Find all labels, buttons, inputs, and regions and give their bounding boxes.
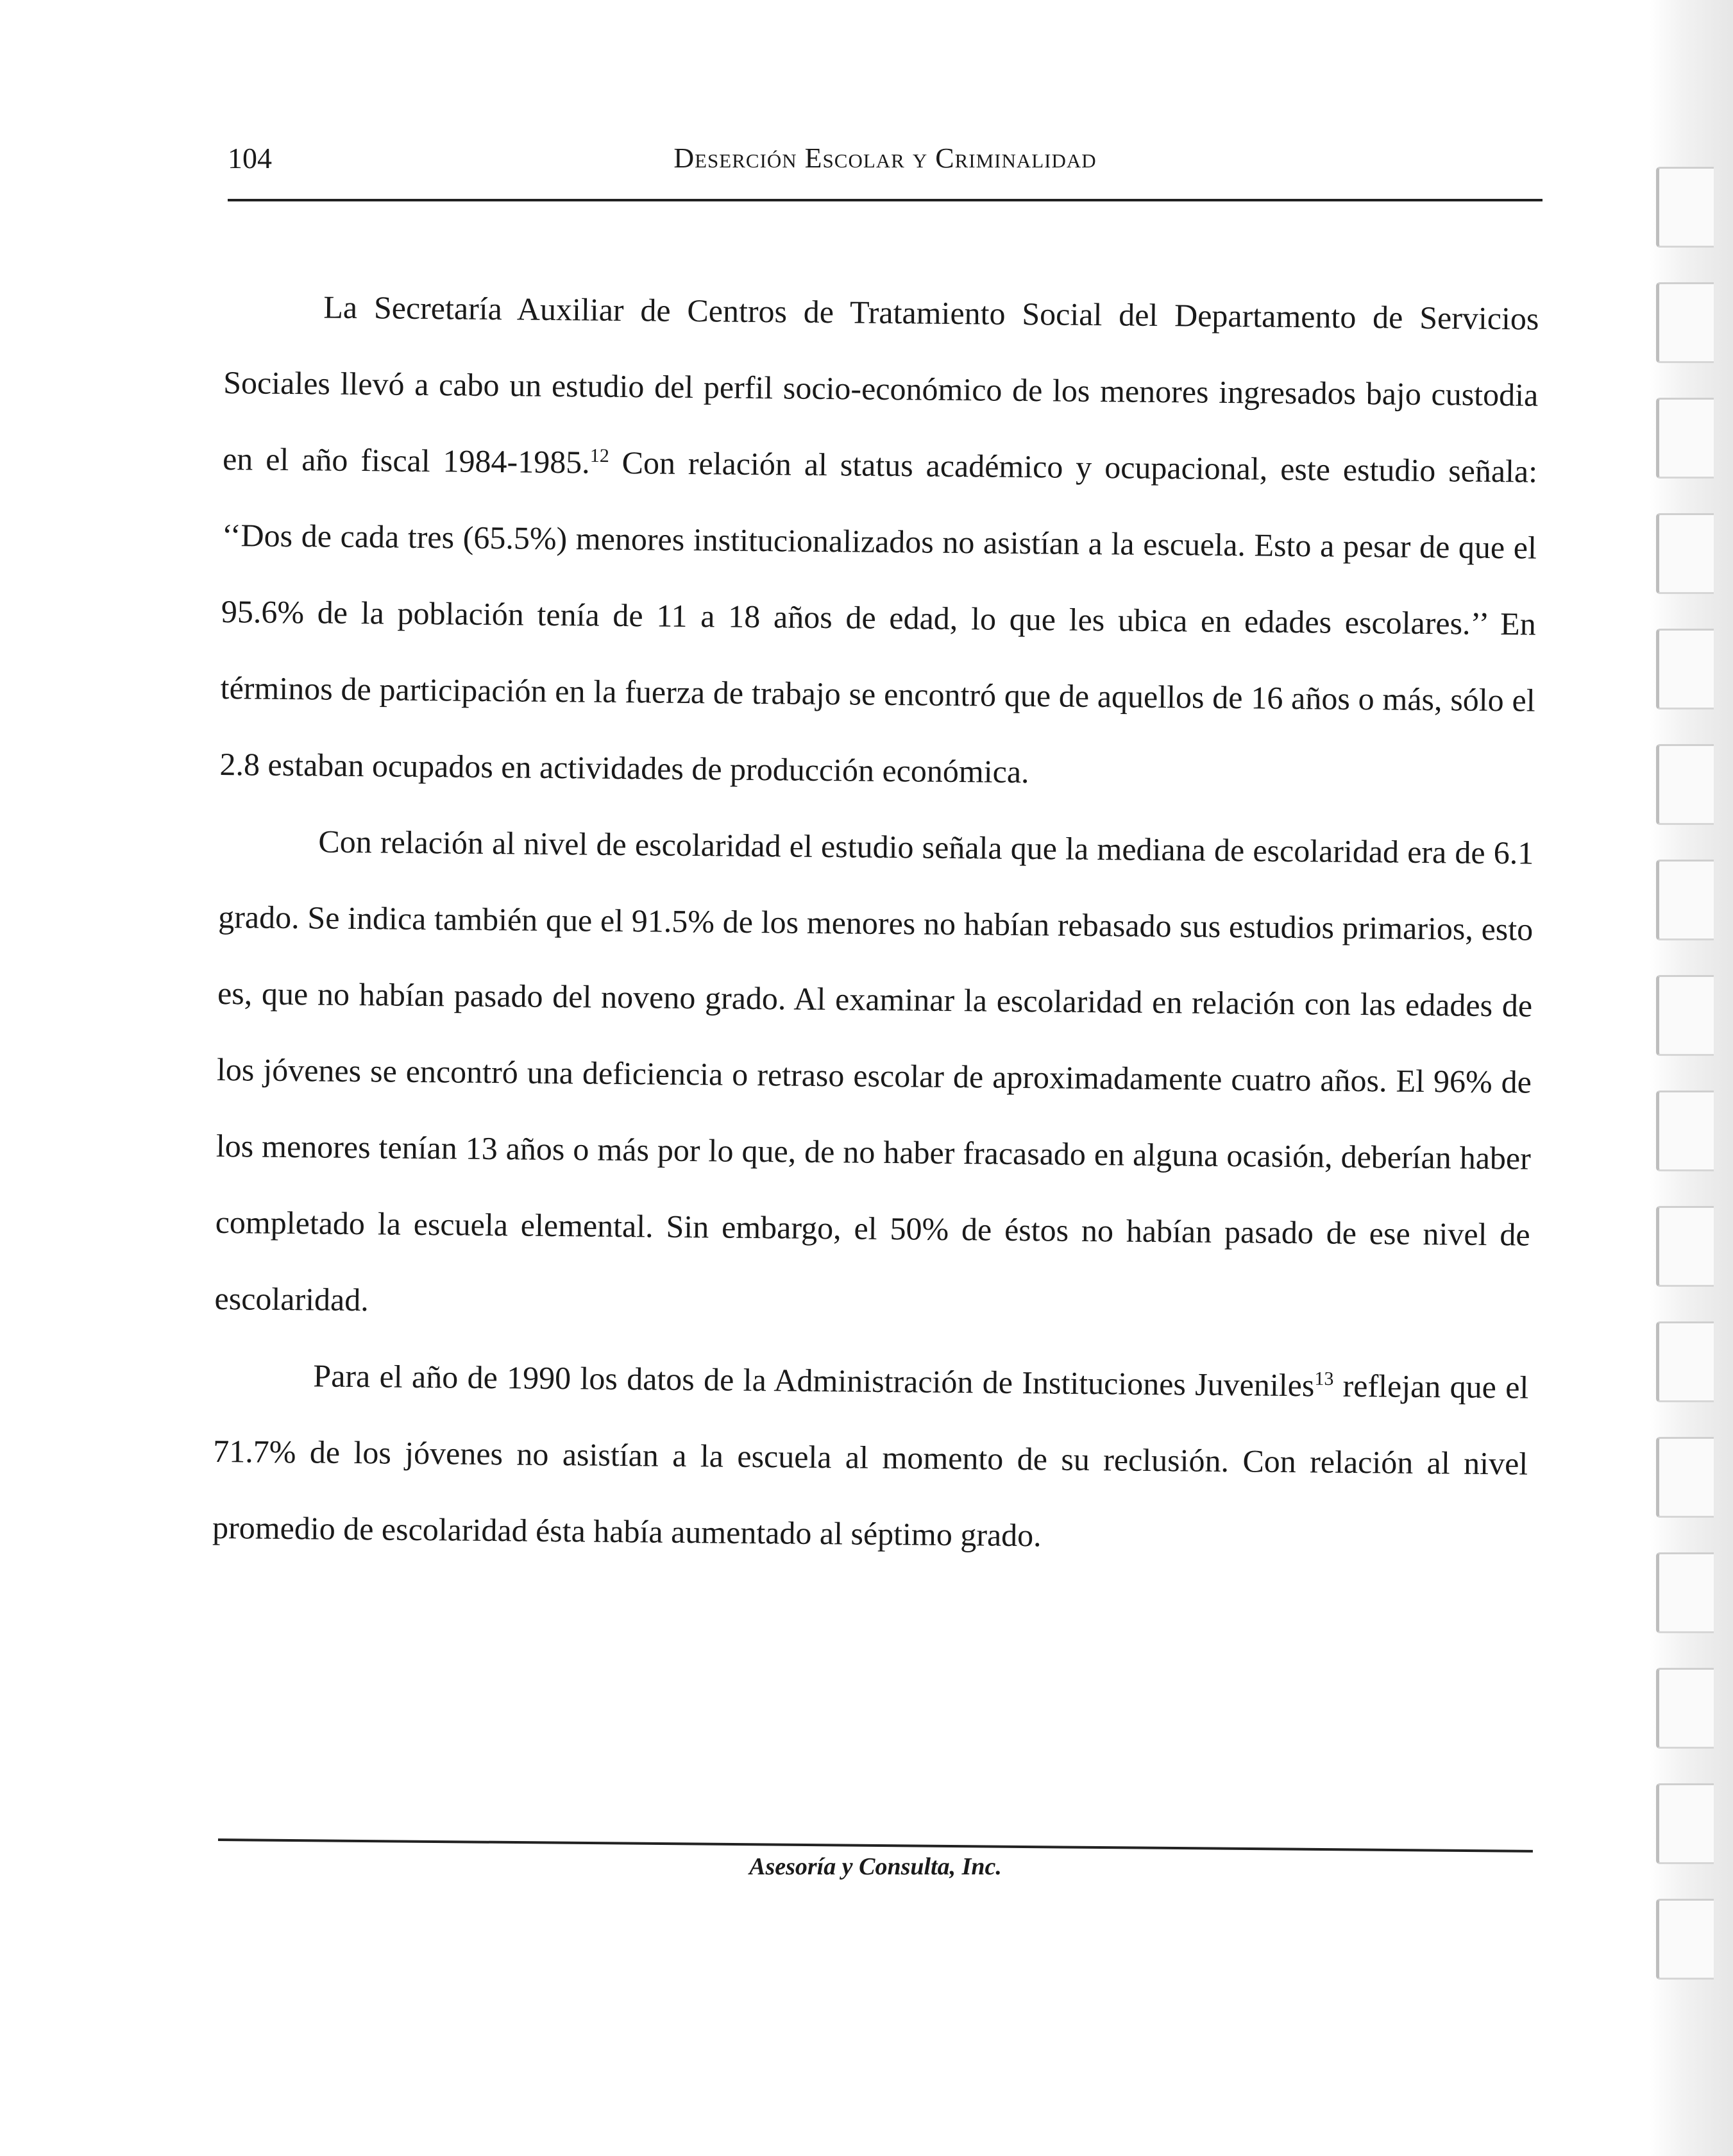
paragraph-1-text-a: La Secretaría Auxiliar de Centros de Tratamiento Social del Departamento de Servicios Sociales llevó a cabo un estudio del perfil socio-económico de los menores ingresados bajo custodia en el año fiscal 1984-1985. <box>222 289 1539 480</box>
binding-ring <box>1656 513 1714 594</box>
page-number: 104 <box>228 142 272 174</box>
binding-ring <box>1656 1321 1714 1402</box>
binding-ring <box>1656 1668 1714 1749</box>
binding-ring <box>1656 282 1714 363</box>
footnote-ref-12: 12 <box>589 445 609 467</box>
paragraph-2: Con relación al nivel de escolaridad el estudio señala que la mediana de escolaridad era de 6.1 grado. Se indica también que el 91.5% de los menores no habían rebasado sus estudios primarios, esto es, que no habían pasado del noveno grado. Al examinar la escolaridad en relación con las edades de los jóvenes se encontró una deficiencia o retraso escolar de aproximadamente cuatro años. El 96% de los menores tenían 13 años o más por lo que, de no haber fracasado en alguna ocasión, deberían haber completado la escuela elemental. Sin embargo, el 50% de éstos no habían pasado de ese nivel de escolaridad. <box>214 823 1534 1318</box>
footnote-ref-13: 13 <box>1314 1368 1334 1390</box>
running-title: Deserción Escolar y Criminalidad <box>673 142 1097 174</box>
binding-ring <box>1656 1091 1714 1171</box>
page-header <box>228 136 1543 181</box>
paragraph-3 <box>212 1337 1529 1579</box>
binding-ring <box>1656 744 1714 825</box>
spiral-binding-edge <box>1650 0 1733 2156</box>
paragraph-3-text-a: Para el año de 1990 los datos de la Administración de Instituciones Juveniles <box>313 1357 1315 1404</box>
binding-ring <box>1656 975 1714 1056</box>
binding-ring <box>1656 1899 1714 1980</box>
binding-ring <box>1656 860 1714 940</box>
body-text <box>212 268 1539 1579</box>
binding-ring <box>1656 1437 1714 1518</box>
binding-ring <box>1656 1783 1714 1864</box>
footer-rule <box>218 1838 1533 1853</box>
paragraph-1-text-b: Con relación al status académico y ocupacional, este estudio señala: ‘‘Dos de cada tres (65.5%) menores institucionalizados no asistían a la escuela. Esto a pesar de que el 95.6% de la población tenía de 11 a 18 años de edad, lo que les ubica en edades escolares.’’ En términos de participación en la fuerza de trabajo se encontró que de aquellos de 16 años o más, sólo el 2.8 estaban ocupados en actividades de producción económica. <box>219 444 1538 790</box>
header-rule <box>228 199 1543 201</box>
binding-ring <box>1656 1206 1714 1287</box>
paragraph-3-text-b: reflejan que el 71.7% de los jóvenes no asistían a la escuela al momento de su reclusión. Con relación al nivel promedio de escolaridad ésta había aumentado al séptimo grado. <box>212 1367 1529 1554</box>
binding-ring <box>1656 167 1714 248</box>
page-footer: Asesoría y Consulta, Inc. <box>749 1853 1002 1880</box>
binding-ring <box>1656 1552 1714 1633</box>
paragraph-1 <box>219 268 1539 815</box>
binding-ring <box>1656 629 1714 709</box>
binding-ring <box>1656 398 1714 479</box>
